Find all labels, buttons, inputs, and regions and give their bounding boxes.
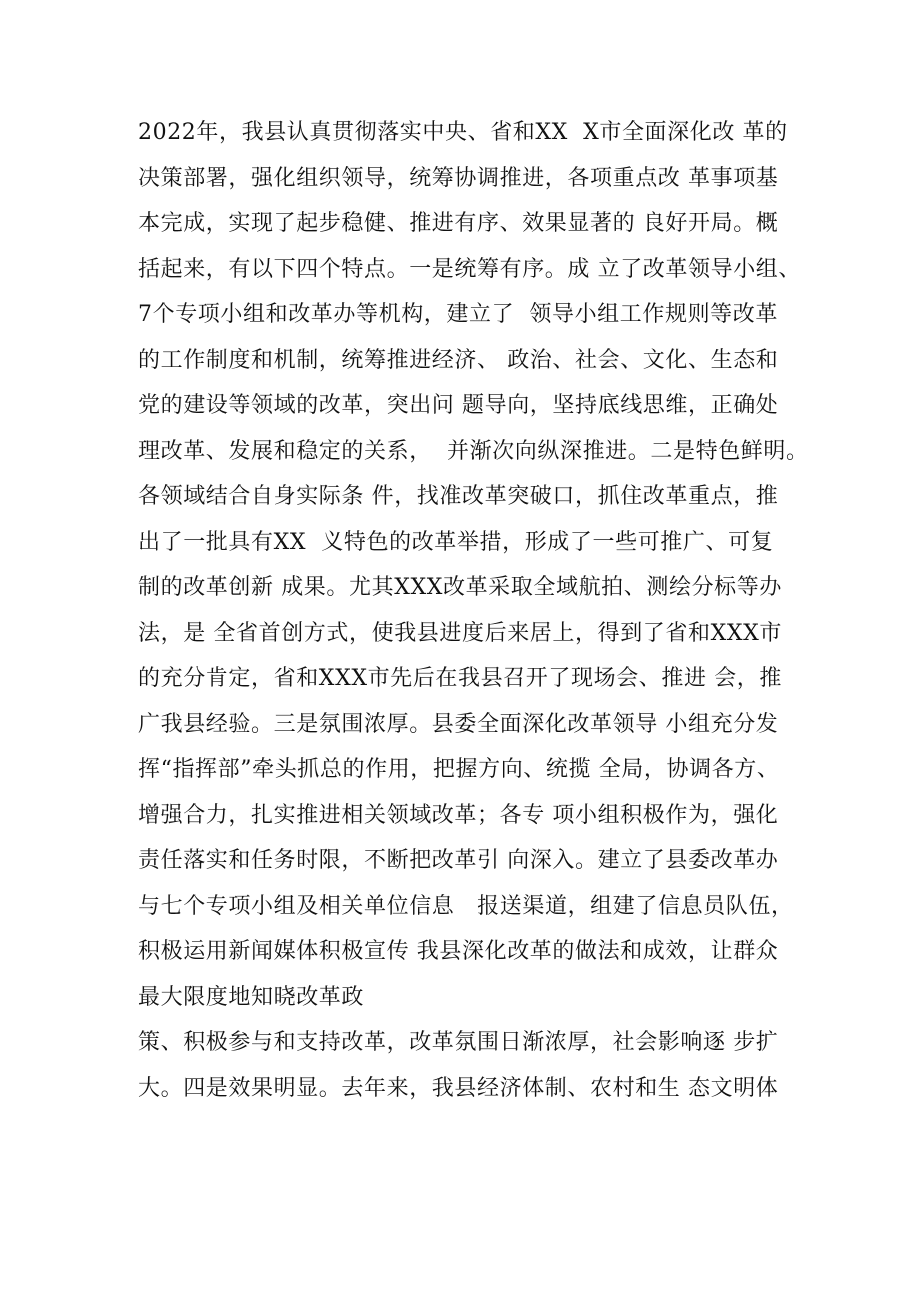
text-line: 责任落实和任务时限，不断把改革引 向深入。建立了县委改革办 (138, 848, 779, 873)
text-line: 决策部署，强化组织领导，统筹协调推进，各项重点改 革事项基 (138, 165, 779, 191)
text-line: 7个专项小组和改革办等机构，建立了 领导小组工作规则等改革 (138, 302, 778, 327)
text-line: 括起来，有以下四个特点。一是统筹有序。成 立了改革领导小组、 (138, 256, 801, 282)
text-line: 党的建设等领域的改革，突出问 题导向，坚持底线思维，正确处 (138, 393, 779, 418)
text-line: 出了一批具有XX 义特色的改革举措，形成了一些可推广、可复 (138, 529, 774, 555)
text-line: 的工作制度和机制，统筹推进经济、 政治、社会、文化、生态和 (138, 347, 779, 373)
body-paragraph (138, 110, 818, 1111)
text-line: 大。四是效果明显。去年来，我县经济体制、农村和生 态文明体 (138, 1075, 779, 1101)
text-line: 2022年，我县认真贯彻落实中央、省和XX X市全面深化改 革的 (138, 120, 788, 145)
text-line: 制的改革创新 成果。尤其XXX改革采取全域航拍、测绘分标等办 (138, 575, 782, 600)
text-line: 挥“指挥部”牵头抓总的作用，把握方向、统揽 全局，协调各方、 (138, 757, 780, 782)
text-line: 各领域结合自身实际条 件，找准改革突破口，抓住改革重点，推 (138, 484, 779, 509)
text-line: 法，是 全省首创方式，使我县进度后来居上，得到了省和XXX市 (138, 620, 782, 646)
text-line: 与七个专项小组及相关单位信息 报送渠道，组建了信息员队伍， (138, 893, 794, 919)
text-line: 积极运用新闻媒体积极宣传 我县深化改革的做法和成效，让群众 (138, 939, 779, 964)
text-line: 理改革、发展和稳定的关系， 并渐次向纵深推进。二是特色鲜明。 (138, 438, 809, 464)
text-line: 最大限度地知晓改革政 (138, 984, 365, 1010)
text-line: 的充分肯定，省和XXX市先后在我县召开了现场会、推进 会，推 (138, 666, 782, 691)
text-line: 广我县经验。三是氛围浓厚。县委全面深化改革领导 小组充分发 (138, 711, 779, 737)
text-line: 本完成，实现了起步稳健、推进有序、效果显著的 良好开局。概 (138, 211, 779, 236)
text-line: 策、积极参与和支持改革，改革氛围日渐浓厚，社会影响逐 步扩 (138, 1030, 779, 1055)
text-line: 增强合力，扎实推进相关领域改革；各专 项小组积极作为，强化 (138, 802, 779, 828)
